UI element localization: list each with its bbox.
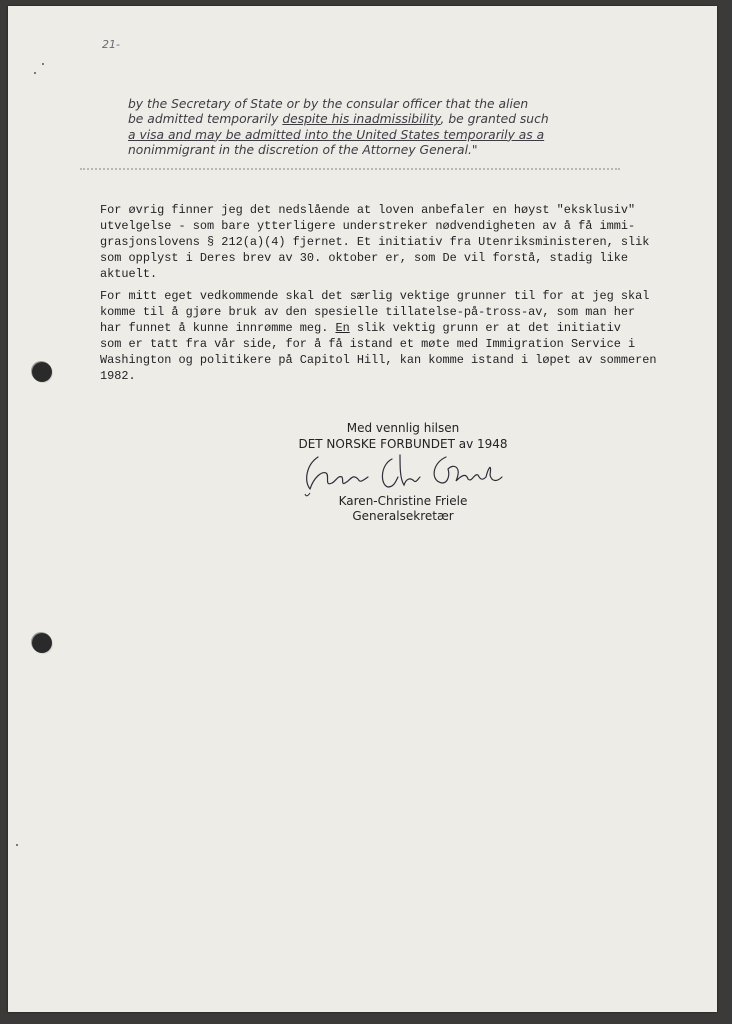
quote-underlined-phrase: despite his inadmissibility [282,112,441,127]
page-number: 21- [102,38,120,51]
paragraph-line: grasjonslovens § 212(a)(4) fjernet. Et initiativ fra Utenriksministeren, slik [100,235,650,249]
punch-hole [32,633,52,653]
underlined-word: En [335,321,350,335]
paper-speck [16,844,18,846]
paragraph-line: som er tatt fra vår side, for å få istand et møte med Immigration Service i [100,337,636,351]
paragraph-1 [100,202,649,282]
paragraph-2 [100,288,657,384]
paragraph-line: som opplyst i Deres brev av 30. oktober er, som De vil forstå, stadig like [100,251,629,265]
paper-speck [42,63,44,65]
quote-line: , be granted such [440,112,549,127]
quote-line: be admitted temporarily [128,112,283,127]
quote-line: by the Secretary of State or by the consular officer that the alien [128,97,529,111]
paragraph-line: aktuelt. [100,267,158,281]
paper-speck [34,72,36,74]
signer-title: Generalsekretær [352,509,454,523]
organization-name: DET NORSKE FORBUNDET av 1948 [298,437,508,451]
paragraph-line: 1982. [100,369,136,383]
paragraph-line: For mitt eget vedkommende skal det særlig vektige grunner til for at jeg skal [100,289,650,303]
paragraph-line: For øvrig finner jeg det nedslående at loven anbefaler en høyst "eksklusiv" [100,203,636,217]
paragraph-line: slik vektig grunn er at det initiativ [349,321,621,335]
paragraph-line: utvelgelse - som bare ytterligere understreker nødvendigheten av å få immi- [100,219,636,233]
signer-name: Karen-Christine Friele [338,494,468,508]
document-page [8,6,717,1012]
paragraph-line: komme til å gjøre bruk av den spesielle tillatelse-på-tross-av, som man her [100,305,636,319]
handwritten-signature [296,447,516,499]
paragraph-line: har funnet å kunne innrømme meg. [100,321,336,335]
closing-greeting: Med vennlig hilsen [346,421,460,435]
quote-line: a visa and may be admitted into the United States temporarily as a [128,127,545,142]
quote-line: nonimmigrant in the discretion of the Attorney General." [128,142,478,157]
punch-hole [32,362,52,382]
dotted-separator [80,168,620,170]
paragraph-line: Washington og politikere på Capitol Hill, kan komme istand i løpet av sommeren [100,353,657,367]
quoted-legal-text [128,97,648,158]
